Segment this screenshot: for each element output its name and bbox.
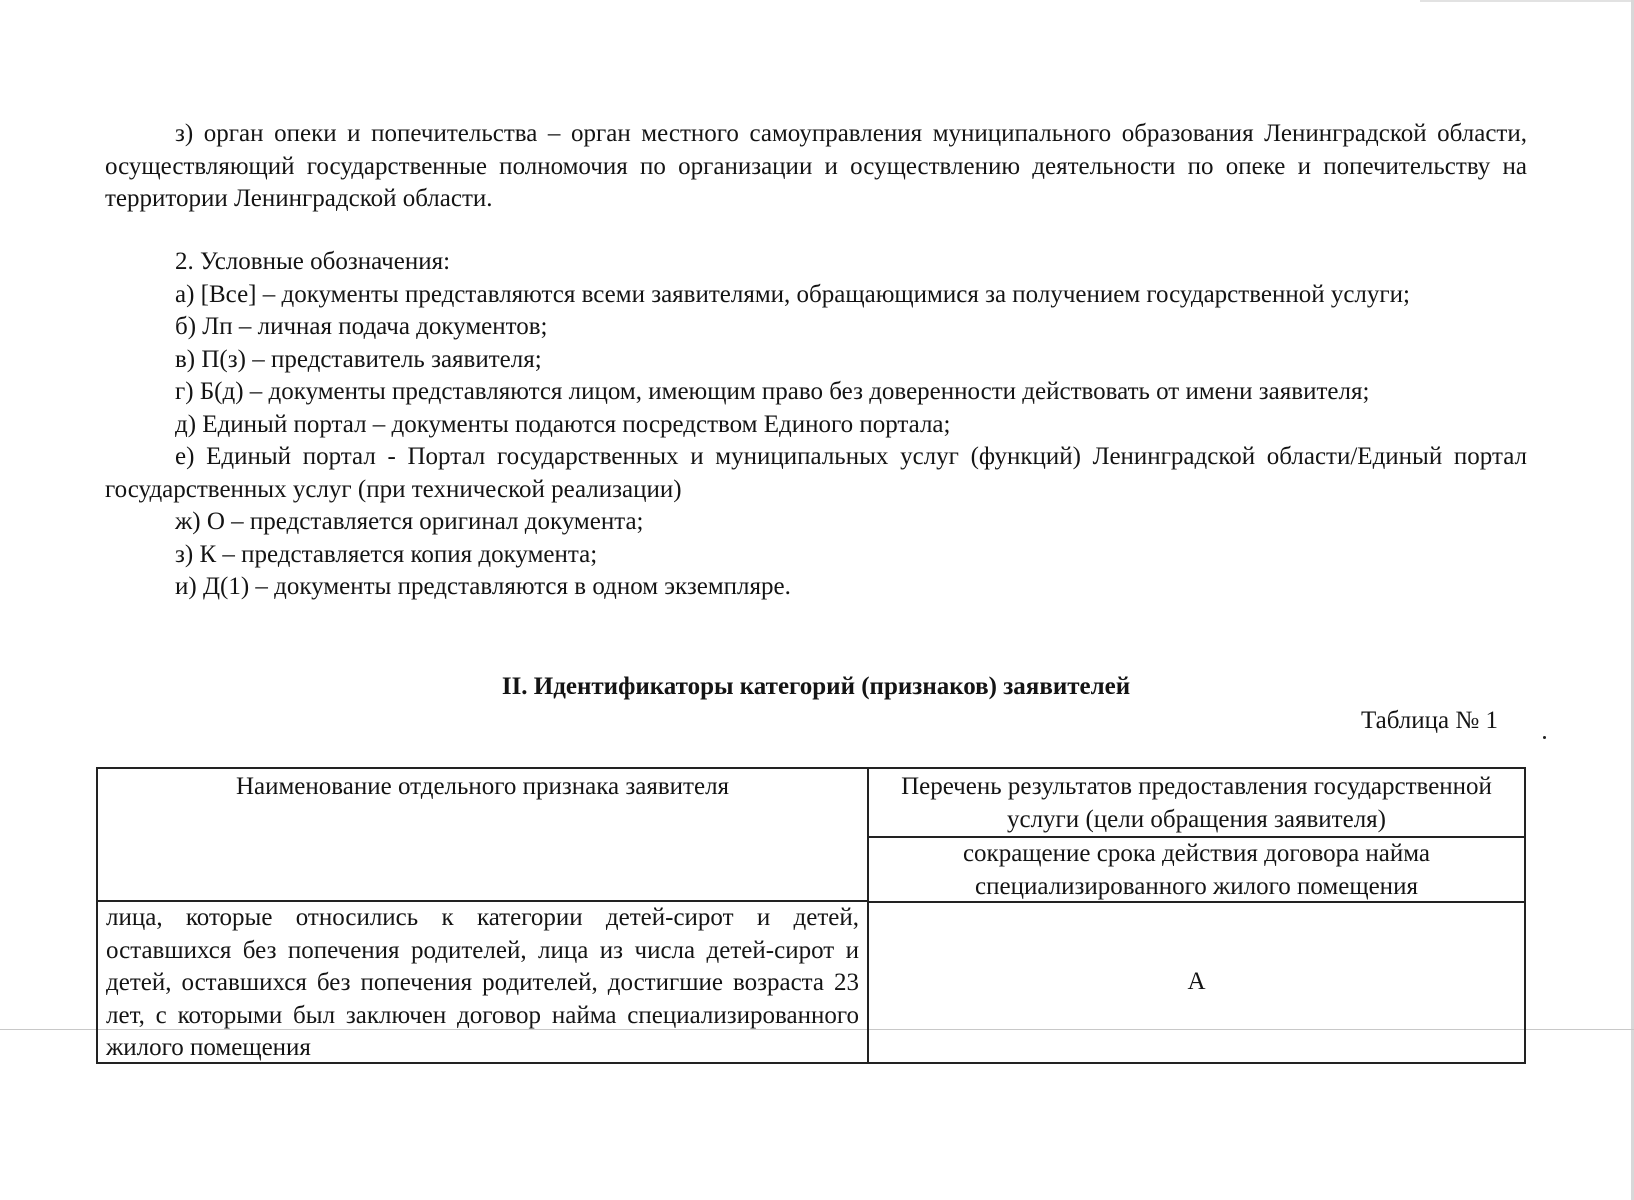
table-header-right: Перечень результатов предоставления государственной услуги (цели обращения заявителя)	[901, 773, 1492, 833]
table-header-left: Наименование отдельного признака заявителя	[235, 773, 730, 800]
table-label: Таблица № 1	[1360, 707, 1498, 734]
legend-item: г) Б(д) – документы представляются лицом, имеющим право без доверенности действовать от имени заявителя;	[175, 378, 1370, 405]
table-cell-applicant-category: лица, которые относились к категории детей-сирот и детей, оставшихся без попечения родителей, лица из числа детей-сирот и детей, оставшихся без попечения родителей, достигшие возраста 23 лет, с которыми был заключен договор найма специализированного жилого помещения	[106, 904, 859, 1061]
legend-block	[105, 246, 1527, 604]
table-cell-result-code	[869, 902, 1524, 1062]
legend-item: ж) О – представляется оригинал документа;	[175, 508, 644, 535]
legend-item: б) Лп – личная подача документов;	[175, 313, 548, 340]
table-subheader-right: сокращение срока действия договора найма специализированного жилого помещения	[962, 840, 1431, 900]
legend-item: и) Д(1) – документы представляются в одном экземпляре.	[175, 573, 791, 600]
section-title: II. Идентификаторы категорий (признаков) заявителей	[501, 673, 1131, 700]
legend-item: а) [Все] – документы представляются всеми заявителями, обращающимися за получением государственной услуги;	[175, 280, 1410, 308]
legend-item: в) П(з) – представитель заявителя;	[175, 345, 542, 373]
legend-heading: 2. Условные обозначения:	[175, 248, 451, 275]
scan-speck	[1543, 736, 1546, 739]
definitions-block	[105, 118, 1527, 216]
legend-item: е) Единый портал - Портал государственных и муниципальных услуг (функций) Ленинградской области/Единый портал государственных услуг (при технической реализации)	[105, 443, 1527, 503]
applicant-categories-table	[96, 767, 1526, 1064]
legend-item: з) К – представляется копия документа;	[175, 540, 598, 568]
definition-item-z: з) орган опеки и попечительства – орган местного самоуправления муниципального образования Ленинградской области, осуществляющий государственные полномочия по организации и осуществлению деятельности по опеке и попечительству на территории Ленинградской области.	[105, 120, 1527, 212]
legend-item: д) Единый портал – документы подаются посредством Единого портала;	[175, 410, 951, 438]
scan-edge-top	[1420, 0, 1634, 2]
result-code-value: А	[1187, 967, 1206, 995]
